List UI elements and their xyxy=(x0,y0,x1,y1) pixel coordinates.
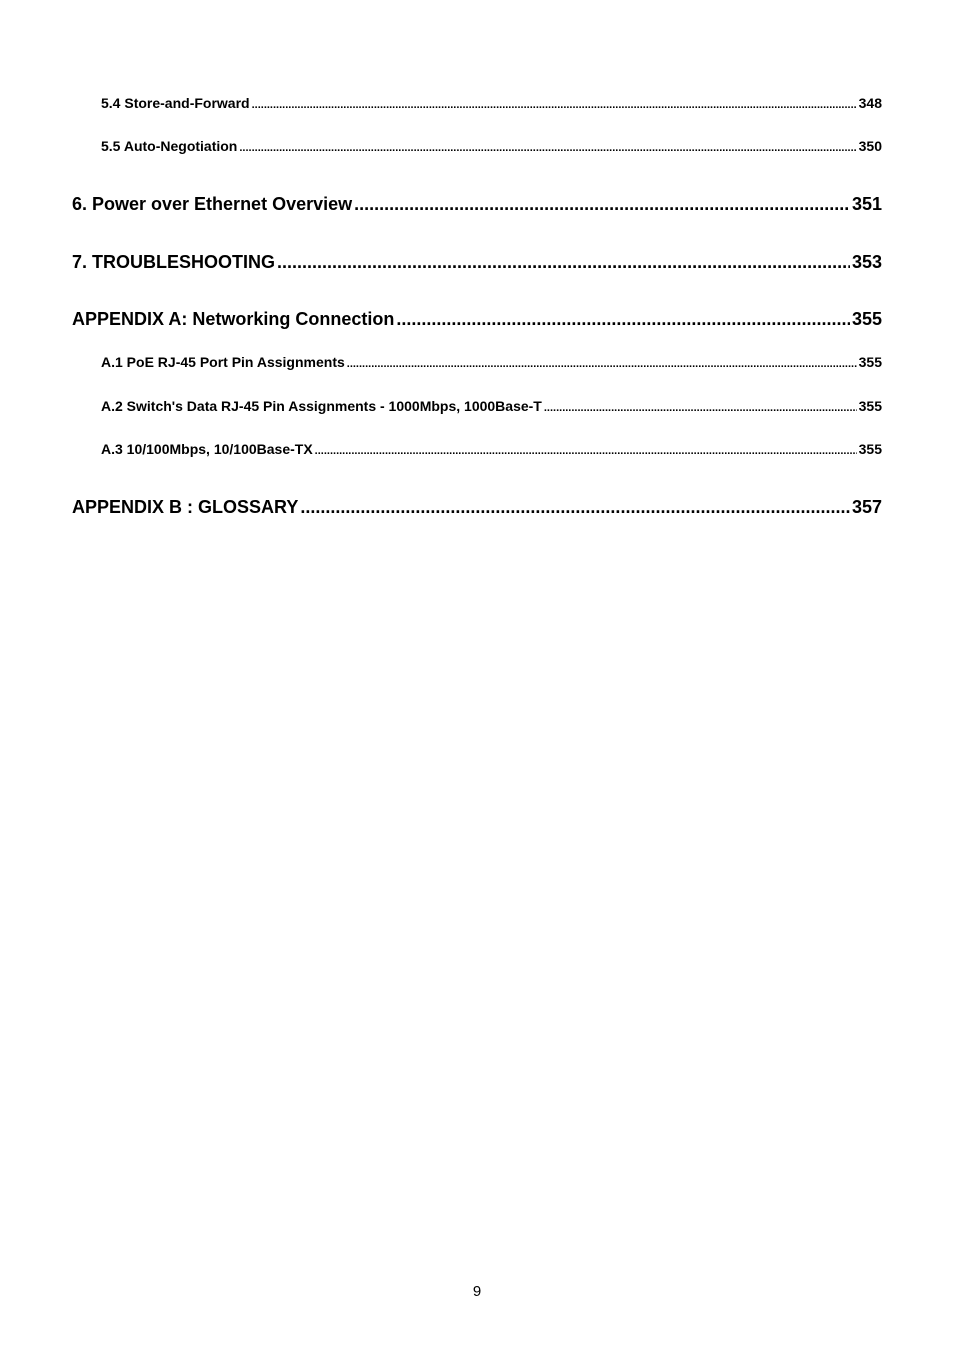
toc-entry-page: 355 xyxy=(858,441,882,457)
toc-entry-page: 351 xyxy=(851,194,882,214)
page-number: 9 xyxy=(472,1283,482,1300)
toc-entry-a3-10-100mbps[interactable] xyxy=(101,441,882,457)
dot-leader xyxy=(239,142,856,154)
toc-entry-label: A.1 PoE RJ-45 Port Pin Assignments xyxy=(101,354,345,370)
toc-entry-page: 350 xyxy=(858,138,882,154)
dot-leader xyxy=(347,358,857,370)
toc-entry-label: A.2 Switch's Data RJ-45 Pin Assignments - 1000Mbps, 1000Base-T xyxy=(101,398,542,414)
toc-entry-label: APPENDIX A: Networking Connection xyxy=(72,309,395,329)
dot-leader xyxy=(277,252,850,273)
dot-leader xyxy=(396,309,850,330)
dot-leader xyxy=(252,99,857,111)
toc-entry-a2-data-pin-assignments[interactable] xyxy=(101,398,882,414)
toc-entry-label: A.3 10/100Mbps, 10/100Base-TX xyxy=(101,441,313,457)
dot-leader xyxy=(354,194,850,215)
toc-entry-label: 5.5 Auto-Negotiation xyxy=(101,138,238,154)
toc-entry-page: 355 xyxy=(851,309,882,329)
toc-entry-appendix-b-glossary[interactable] xyxy=(72,497,882,518)
toc-entry-page: 353 xyxy=(851,252,882,272)
toc-entry-a1-poe-pin-assignments[interactable] xyxy=(101,354,882,370)
toc-entry-label: 6. Power over Ethernet Overview xyxy=(72,194,353,214)
dot-leader xyxy=(315,445,857,457)
dot-leader xyxy=(544,402,857,414)
toc-entry-page: 355 xyxy=(858,354,882,370)
toc-entry-label: 5.4 Store-and-Forward xyxy=(101,95,250,111)
toc-entry-label: 7. TROUBLESHOOTING xyxy=(72,252,276,272)
toc-entry-store-and-forward[interactable] xyxy=(101,95,882,111)
toc-entry-page: 357 xyxy=(851,497,882,517)
toc-entry-auto-negotiation[interactable] xyxy=(101,138,882,154)
toc-entry-label: APPENDIX B : GLOSSARY xyxy=(72,497,299,517)
dot-leader xyxy=(300,497,850,518)
toc-entry-troubleshooting[interactable] xyxy=(72,252,882,273)
toc-entry-page: 348 xyxy=(858,95,882,111)
toc-entry-page: 355 xyxy=(858,398,882,414)
toc-entry-appendix-a[interactable] xyxy=(72,309,882,330)
toc-entry-power-over-ethernet[interactable] xyxy=(72,194,882,215)
